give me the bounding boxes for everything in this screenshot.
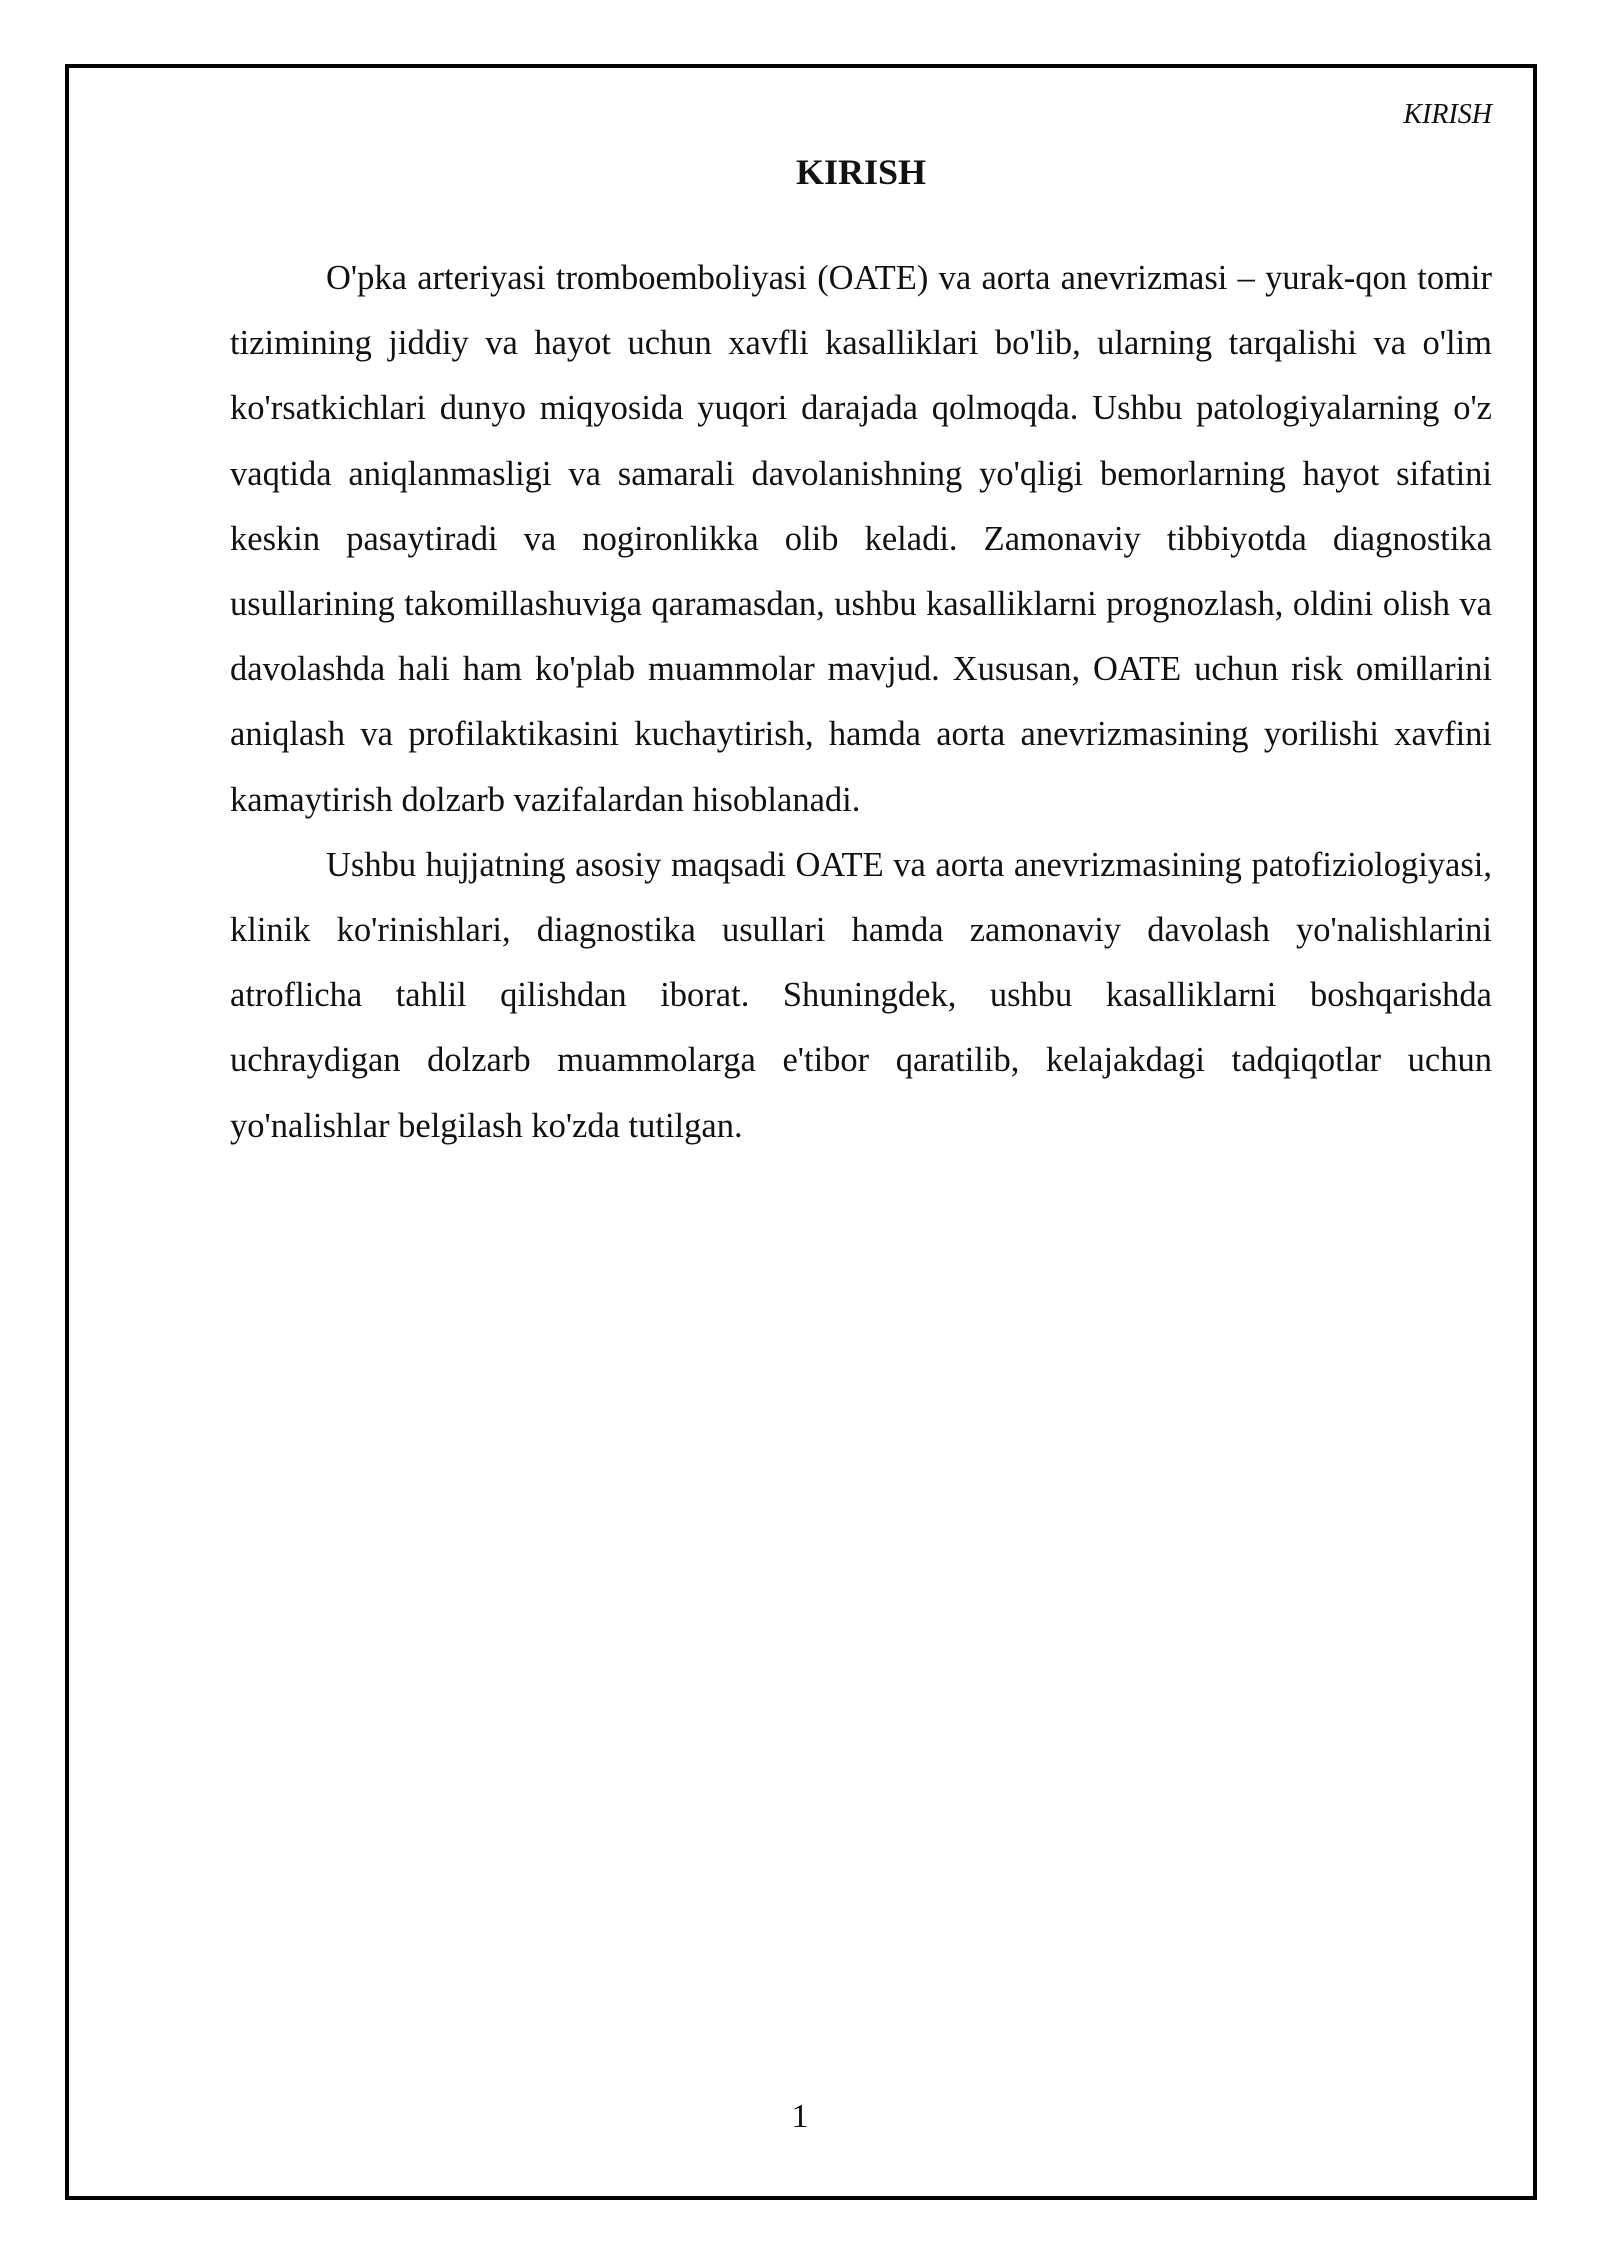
paragraph-purpose: Ushbu hujjatning asosiy maqsadi OATE va aorta anevrizmasining patofiziologiyasi, klinik ko'rinishlari, diagnostika usullari hamda zamonaviy davolash yo'nalishlarini atroflicha tahlil qilishdan iborat. Shuningdek, ushbu kasalliklarni boshqarishda uchraydigan dolzarb muammolarga e'tibor qaratilib, kelajakdagi tadqiqotlar uchun yo'nalishlar belgilash ko'zda tutilgan. [230,845,1492,1145]
body-text [230,246,1492,1159]
section-title: KIRISH [795,152,927,192]
page-number: 1 [791,2098,809,2135]
running-header: KIRISH [1403,99,1492,130]
paragraph-introduction: O'pka arteriyasi tromboemboliyasi (OATE) va aorta anevrizmasi – yurak-qon tomir tizimining jiddiy va hayot uchun xavfli kasalliklari bo'lib, ularning tarqalishi va o'lim ko'rsatkichlari dunyo miqyosida yuqori darajada qolmoqda. Ushbu patologiyalarning o'z vaqtida aniqlanmasligi va samarali davolanishning yo'qligi bemorlarning hayot sifatini keskin pasaytiradi va nogironlikka olib keladi. Zamonaviy tibbiyotda diagnostika usullarining takomillashuviga qaramasdan, ushbu kasalliklarni prognozlash, oldini olish va davolashda hali ham ko'plab muammolar mavjud. Xususan, OATE uchun risk omillarini aniqlash va profilaktikasini kuchaytirish, hamda aorta anevrizmasining yorilishi xavfini kamaytirish dolzarb vazifalardan hisoblanadi. [230,259,1492,819]
